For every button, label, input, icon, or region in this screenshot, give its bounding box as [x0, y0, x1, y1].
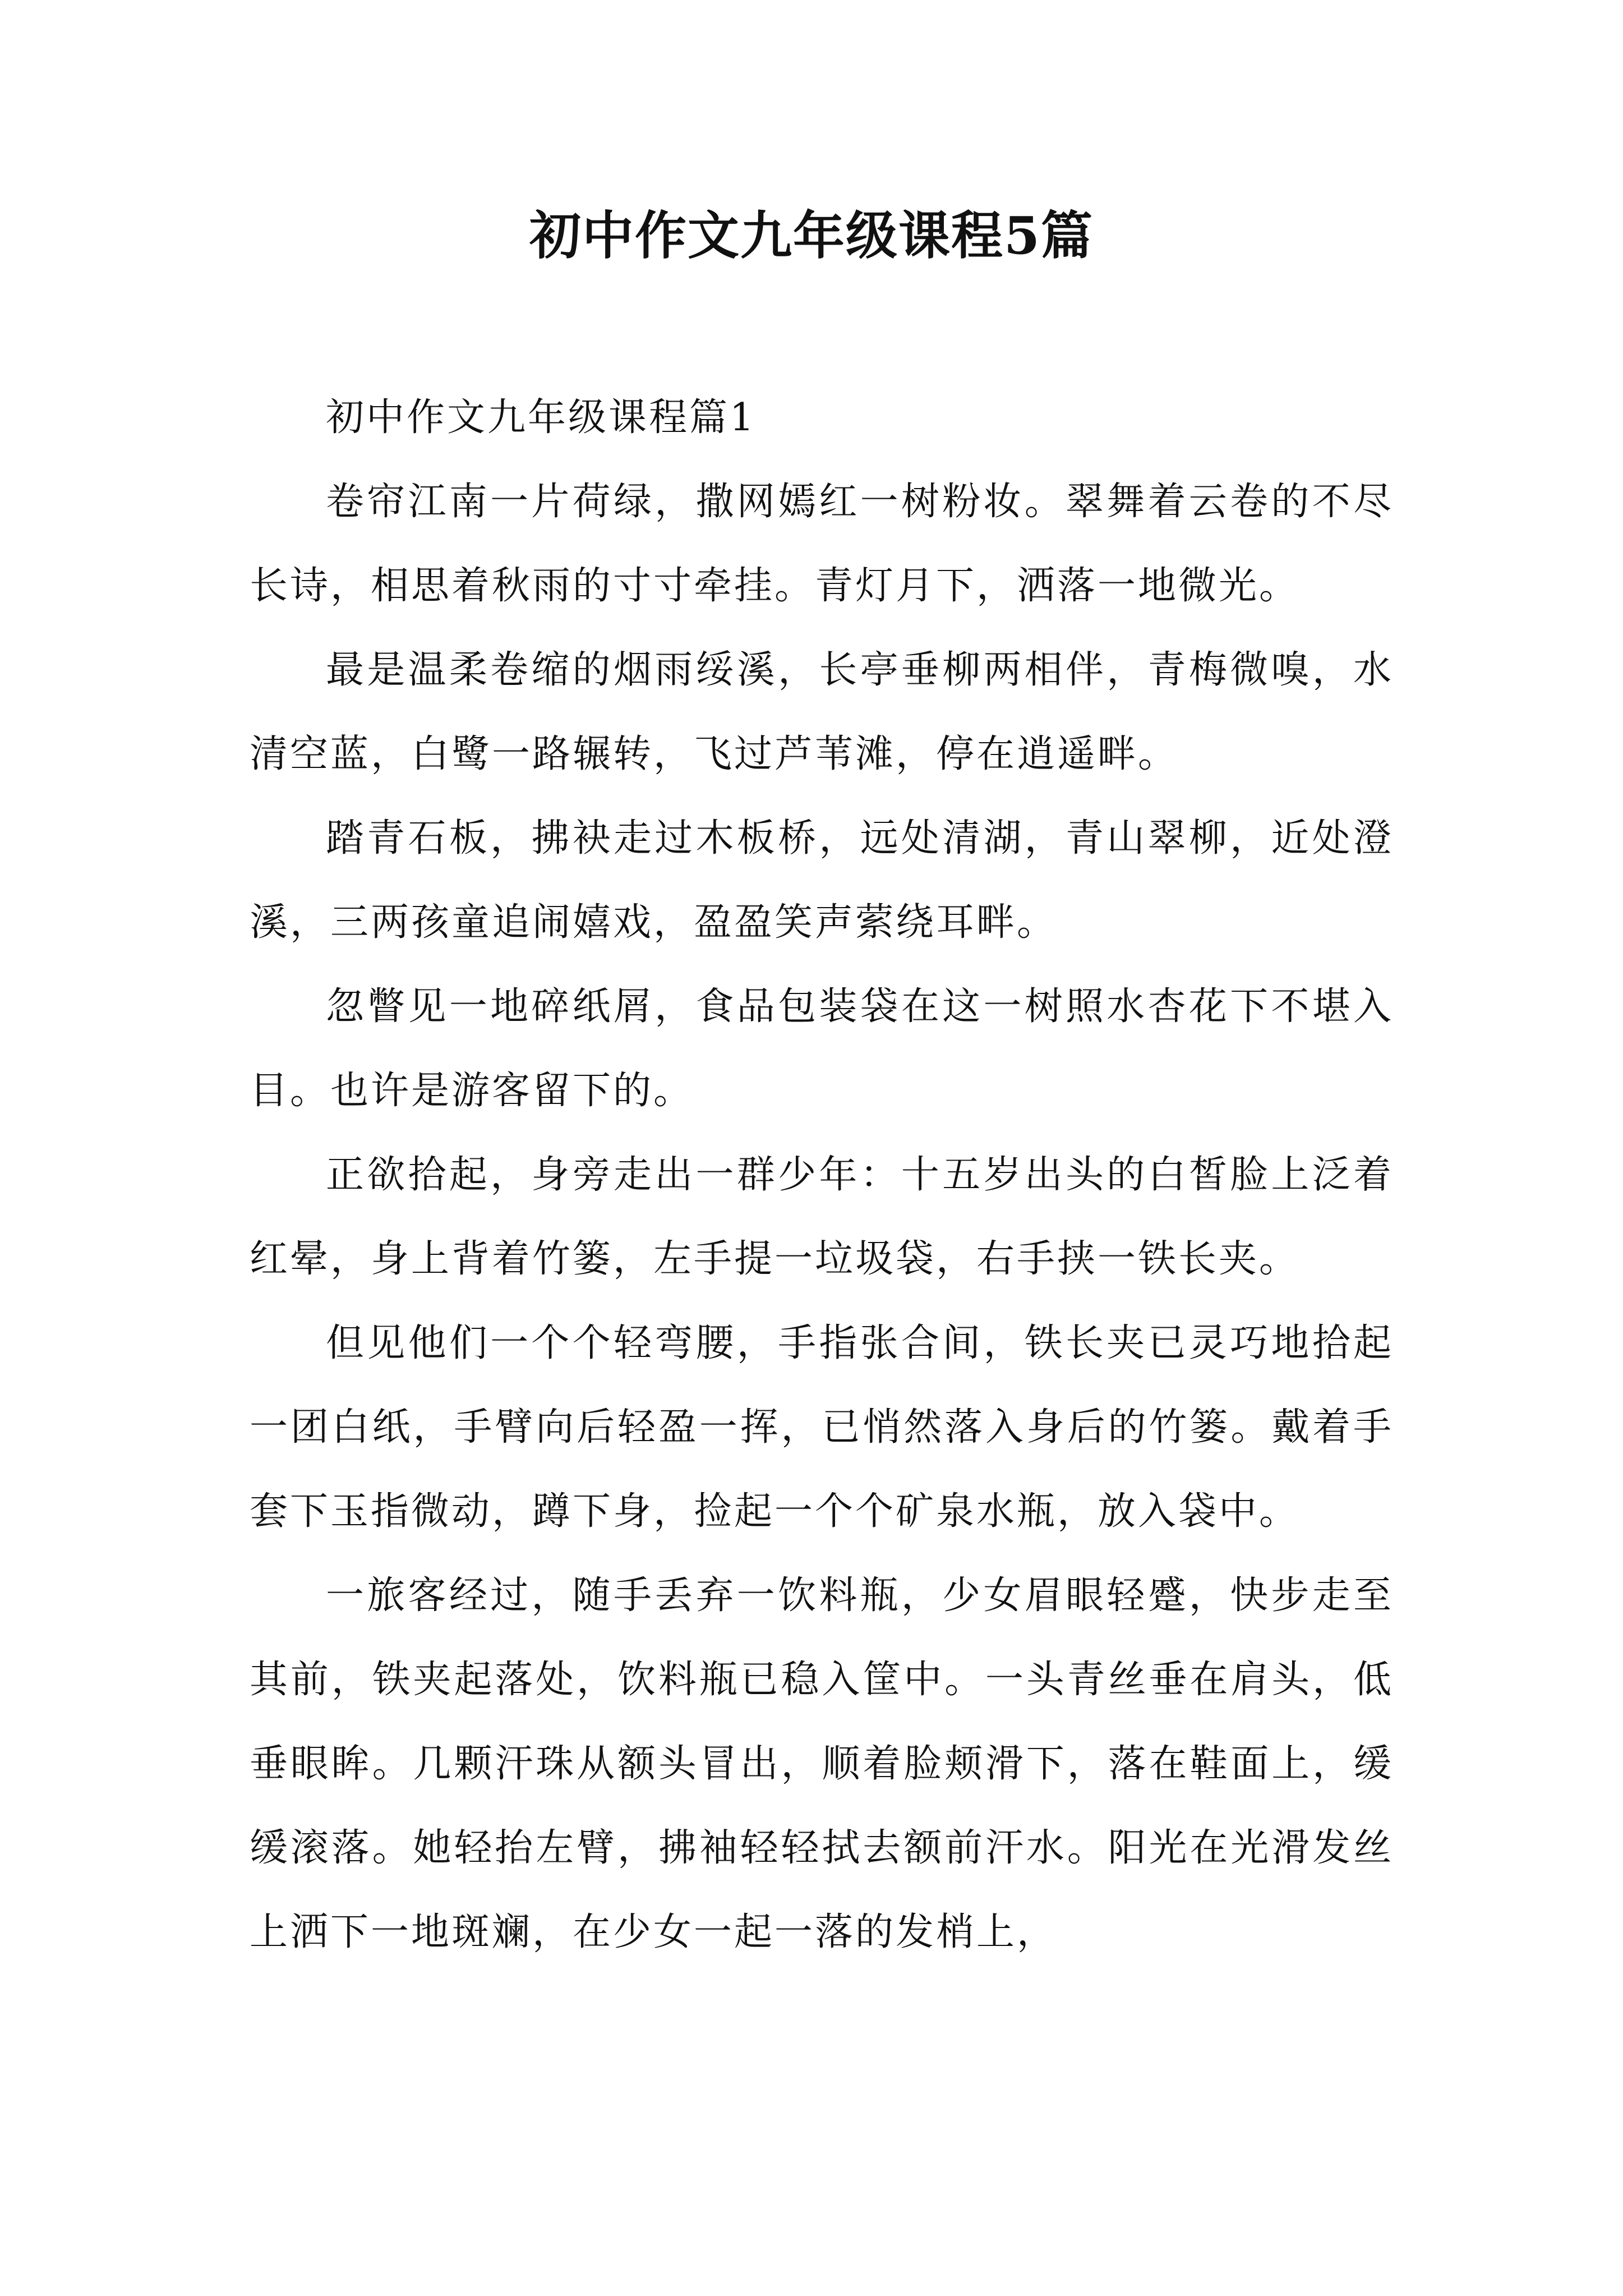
paragraph: 正欲拾起，身旁走出一群少年：十五岁出头的白皙脸上泛着红晕，身上背着竹篓，左手提一垃圾袋，右手挟一铁长夹。 — [250, 1153, 1394, 1281]
document-title: 初中作文九年级课程5篇 — [529, 205, 1094, 266]
paragraph: 一旅客经过，随手丢弃一饮料瓶，少女眉眼轻蹙，快步走至其前，铁夹起落处，饮料瓶已稳入筐中。一头青丝垂在肩头，低垂眼眸。几颗汗珠从额头冒出，顺着脸颊滑下，落在鞋面上，缓缓滚落。她轻抬左臂，拂袖轻轻拭去额前汗水。阳光在光滑发丝上洒下一地斑斓，在少女一起一落的发梢上， — [250, 1573, 1394, 1954]
paragraph: 忽瞥见一地碎纸屑，食品包装袋在这一树照水杏花下不堪入目。也许是游客留下的。 — [250, 984, 1394, 1113]
paragraph: 但见他们一个个轻弯腰，手指张合间，铁长夹已灵巧地拾起一团白纸，手臂向后轻盈一挥，已悄然落入身后的竹篓。戴着手套下玉指微动，蹲下身，捡起一个个矿泉水瓶，放入袋中。 — [250, 1321, 1394, 1534]
section-heading: 初中作文九年级课程篇1 — [326, 395, 757, 440]
document-body — [250, 376, 1394, 1975]
paragraph: 最是温柔卷缩的烟雨绥溪，长亭垂柳两相伴，青梅微嗅，水清空蓝，白鹭一路辗转，飞过芦苇滩，停在逍遥畔。 — [250, 648, 1394, 776]
paragraph: 卷帘江南一片荷绿，撒网嫣红一树粉妆。翠舞着云卷的不尽长诗，相思着秋雨的寸寸牵挂。青灯月下，洒落一地微光。 — [250, 480, 1394, 608]
paragraph: 踏青石板，拂袂走过木板桥，远处清湖，青山翠柳，近处澄溪，三两孩童追闹嬉戏，盈盈笑声萦绕耳畔。 — [250, 816, 1394, 945]
